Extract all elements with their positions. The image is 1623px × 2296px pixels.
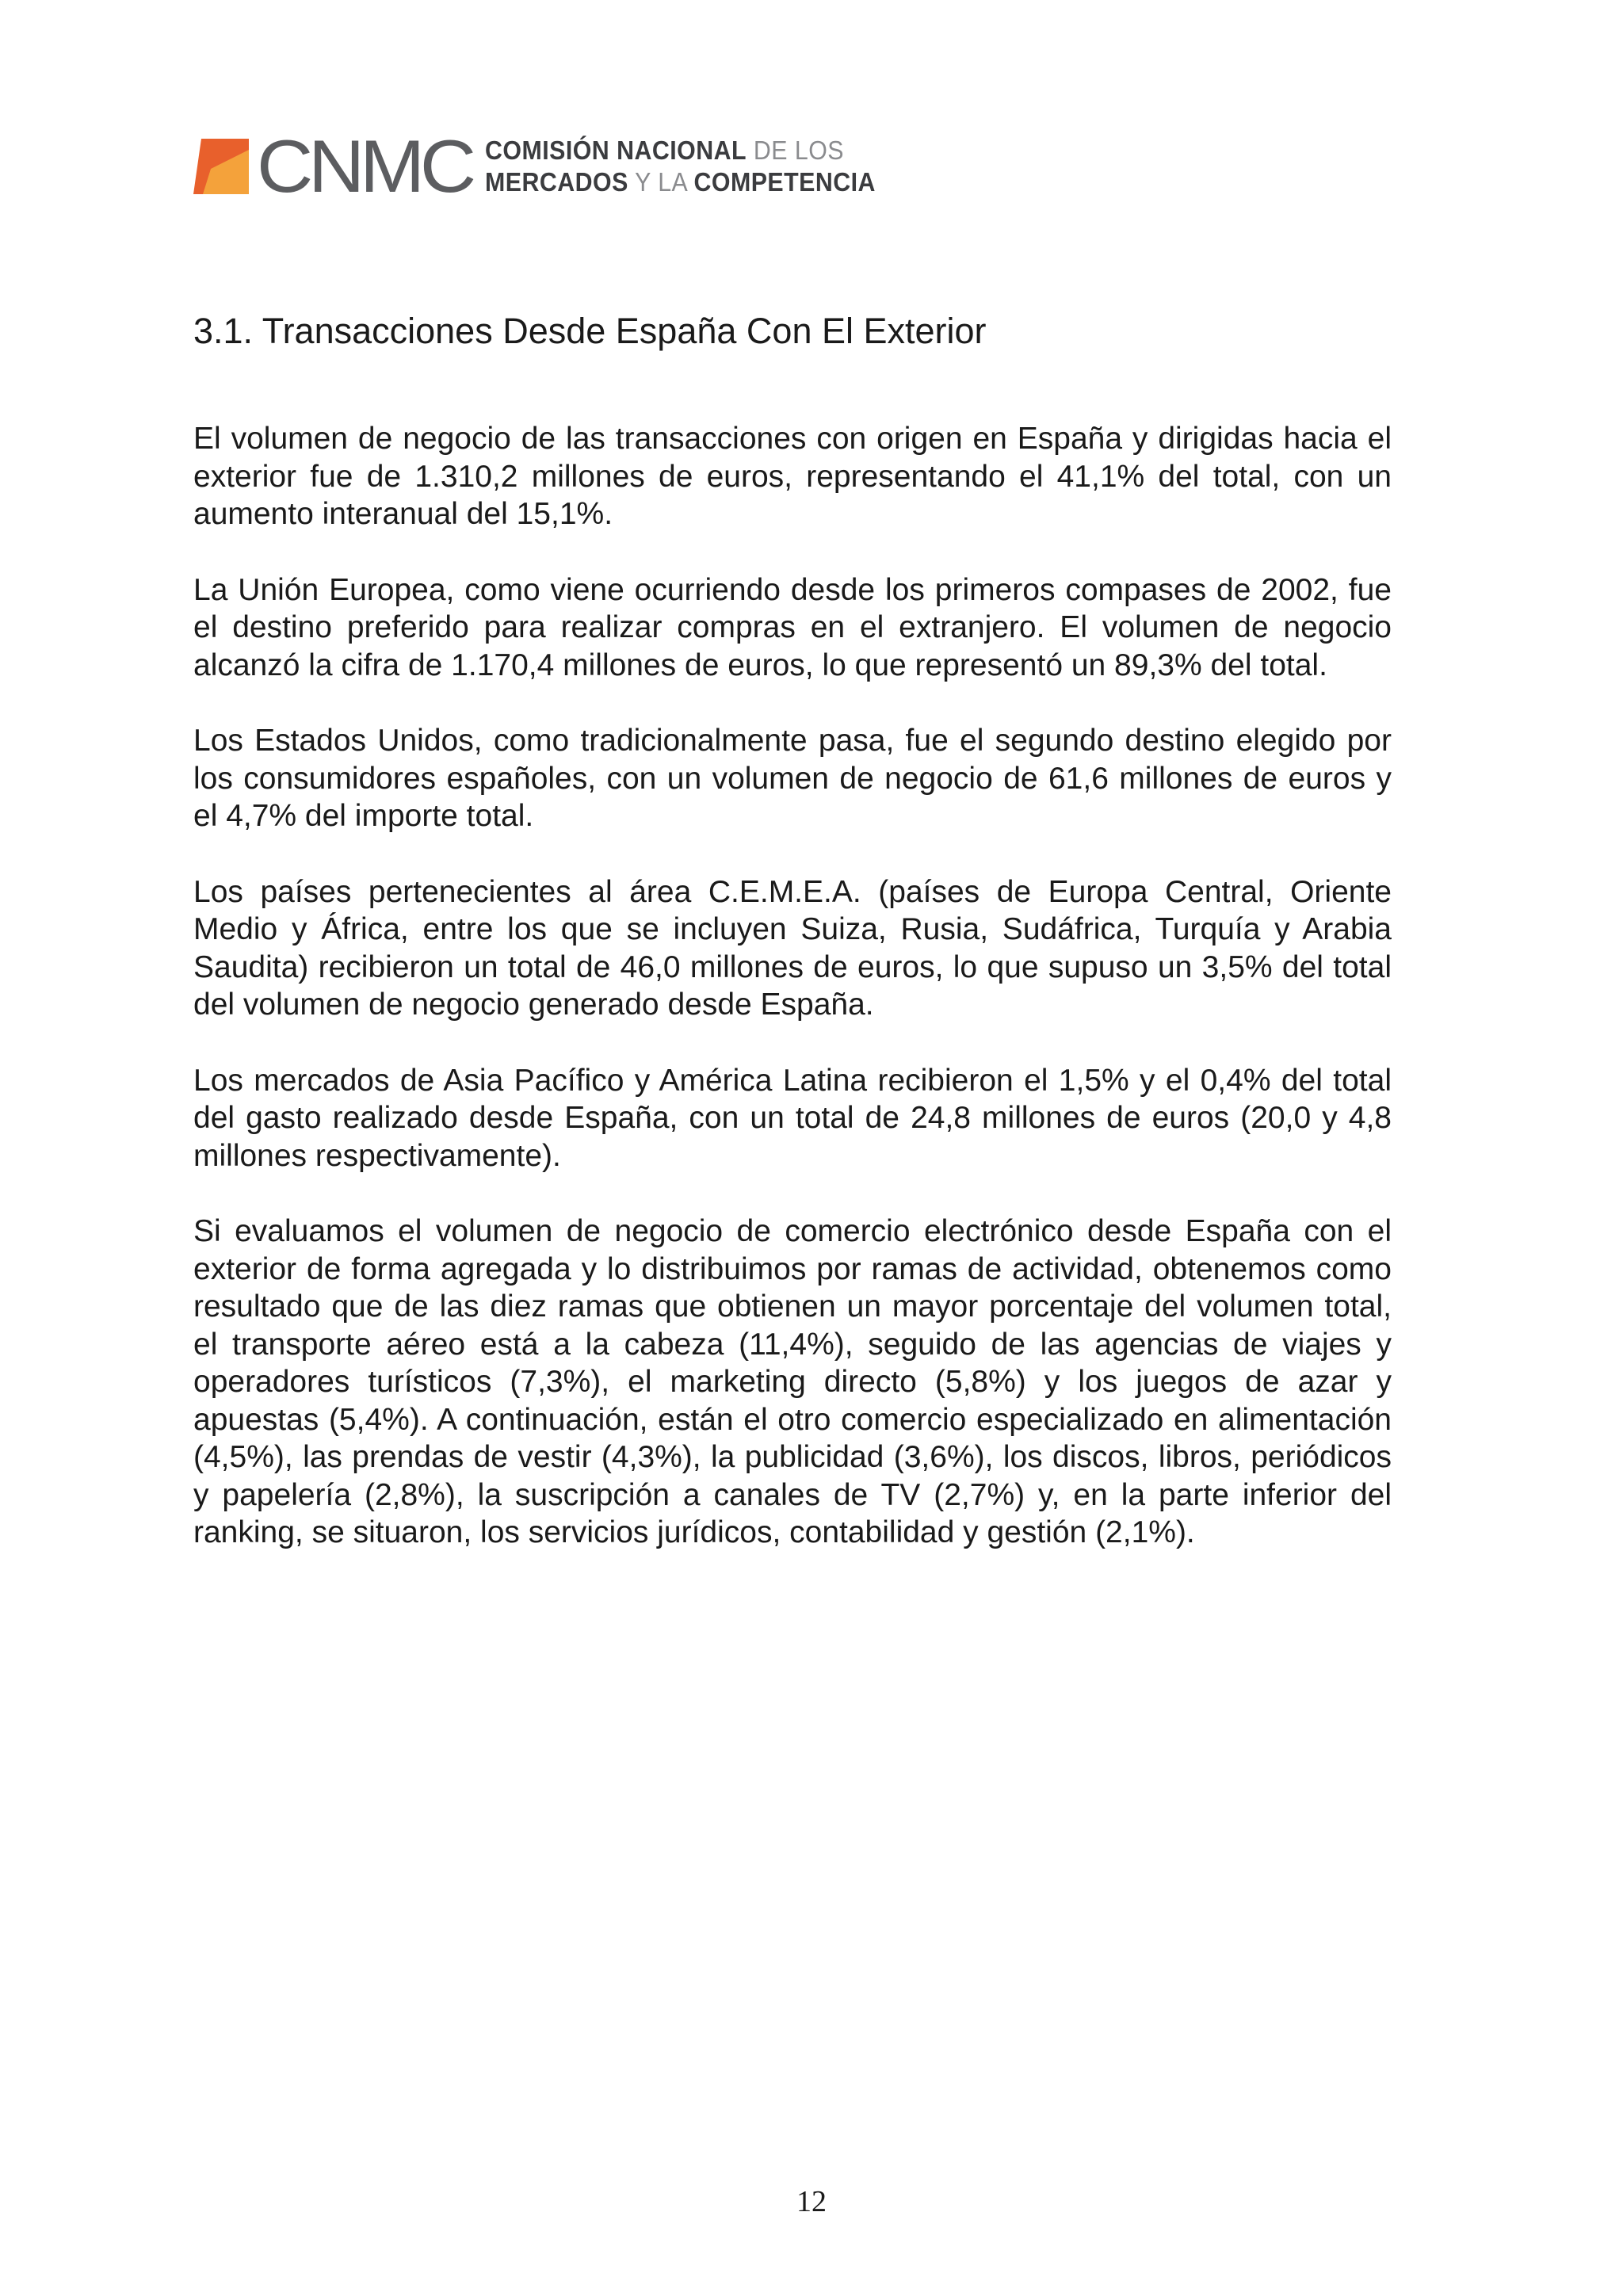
logo-tagline [485,135,876,198]
paragraph-asia-latam: Los mercados de Asia Pacífico y América Latina recibieron el 1,5% y el 0,4% del total del gasto realizado desde España, con un total de 24,8 millones de euros (20,0 y 4,8 millones respectivamente). [193,1063,1392,1173]
paragraph-exterior-volume: El volumen de negocio de las transacciones con origen en España y dirigidas hacia el exterior fue de 1.310,2 millones de euros, representando el 41,1% del total, con un aumento interanual del 15,1%. [193,422,1392,531]
section-title: 3.1. Transacciones Desde España Con El Exterior [193,311,987,351]
tagline-competencia: COMPETENCIA [693,167,876,197]
document-body [193,420,1392,1590]
paragraph-ramas-actividad: Si evaluamos el volumen de negocio de comercio electrónico desde España con el exterior de forma agregada y lo distribuimos por ramas de actividad, obtenemos como resultado que de las diez ramas que obtienen un mayor porcentaje del volumen total, el transporte aéreo está a la cabeza (11,4%), seguido de las agencias de viajes y operadores turísticos (7,3%), el marketing directo (5,8%) y los juegos de azar y apuestas (5,4%). A continuación, están el otro comercio especializado en alimentación (4,5%), las prendas de vestir (4,3%), la publicidad (3,6%), los discos, libros, periódicos y papelería (2,8%), la suscripción a canales de TV (2,7%) y, en la parte inferior del ranking, se situaron, los servicios jurídicos, contabilidad y gestión (2,1%). [193,1214,1392,1549]
cnmc-logo [193,124,910,208]
page-number: 12 [796,2185,827,2218]
tagline-y-la: Y LA [635,167,687,197]
paragraph-union-europea: La Unión Europea, como viene ocurriendo desde los primeros compases de 2002, fue el destino preferido para realizar compras en el extranjero. El volumen de negocio alcanzó la cifra de 1.170,4 millones de euros, lo que representó un 89,3% del total. [193,572,1392,682]
cnmc-logo-mark-icon [193,139,249,194]
logo-wordmark: CNMC [257,124,472,208]
tagline-comision-nacional: COMISIÓN NACIONAL [484,136,747,165]
logo-tagline-line-1 [485,135,876,166]
paragraph-cemea: Los países pertenecientes al área C.E.M.E.A. (países de Europa Central, Oriente Medio y África, entre los que se incluyen Suiza, Rusia, Sudáfrica, Turquía y Arabia Saudita) recibieron un total de 46,0 millones de euros, lo que supuso un 3,5% del total del volumen de negocio generado desde España. [193,874,1392,1022]
tagline-mercados: MERCADOS [484,167,628,197]
tagline-de-los: DE LOS [753,136,844,165]
logo-tagline-line-2 [485,166,876,198]
paragraph-estados-unidos: Los Estados Unidos, como tradicionalmente pasa, fue el segundo destino elegido por los consumidores españoles, con un volumen de negocio de 61,6 millones de euros y el 4,7% del importe total. [193,724,1392,833]
